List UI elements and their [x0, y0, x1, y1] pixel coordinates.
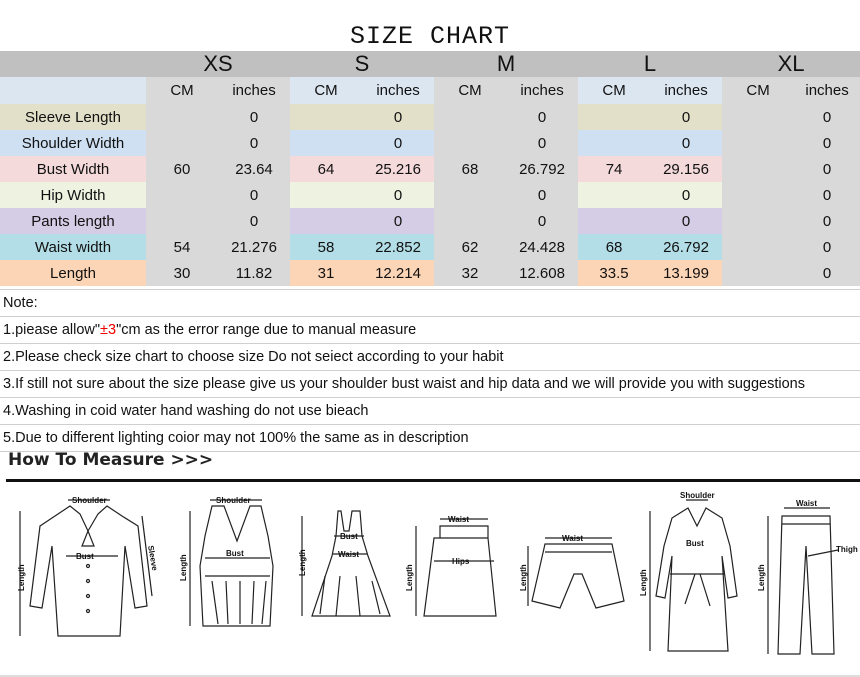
cell-inches: 0: [362, 182, 434, 208]
label-thigh: Thigh: [836, 545, 858, 554]
row-label: Bust Width: [0, 156, 146, 182]
table-row: [0, 182, 860, 208]
cell-cm: 62: [434, 234, 506, 260]
row-label: Length: [0, 260, 146, 286]
label-length-7: Length: [757, 564, 766, 591]
table-row: [0, 234, 860, 260]
label-bust-2: Bust: [226, 549, 244, 558]
cell-cm: 54: [146, 234, 218, 260]
cell-cm: [722, 234, 794, 260]
cell-cm: [434, 208, 506, 234]
cell-inches: 29.156: [650, 156, 722, 182]
cell-inches: 0: [362, 208, 434, 234]
cell-inches: 0: [650, 208, 722, 234]
label-waist-3: Waist: [338, 550, 360, 559]
table-row: [0, 156, 860, 182]
label-shoulder-1: Shoulder: [72, 496, 107, 505]
unit-cm: CM: [290, 77, 362, 104]
cell-cm: [434, 130, 506, 156]
note-4: 4.Washing in coid water hand washing do not use bieach: [0, 398, 860, 425]
cell-cm: 64: [290, 156, 362, 182]
unit-inches: inches: [506, 77, 578, 104]
cell-inches: 0: [218, 130, 290, 156]
note-1-text: 1.pieasе allow": [3, 322, 101, 338]
cell-inches: 0: [650, 182, 722, 208]
header-corner: [0, 51, 146, 77]
table-row: [0, 104, 860, 130]
label-bust-3: Bust: [340, 532, 358, 541]
cell-inches: 0: [650, 104, 722, 130]
cell-cm: [722, 260, 794, 286]
unit-inches: inches: [650, 77, 722, 104]
unit-cm: CM: [146, 77, 218, 104]
table-row: [0, 208, 860, 234]
cell-inches: 0: [794, 234, 860, 260]
cell-inches: 11.82: [218, 260, 290, 286]
size-header-xs: XS: [146, 51, 290, 77]
size-header-l: L: [578, 51, 722, 77]
cell-inches: 0: [218, 182, 290, 208]
cell-inches: 0: [794, 104, 860, 130]
label-bust-1: Bust: [76, 552, 94, 561]
size-chart-table: [0, 51, 860, 286]
cell-cm: [722, 182, 794, 208]
label-shoulder-2: Shoulder: [216, 496, 251, 505]
cell-inches: 0: [794, 182, 860, 208]
page-title: SIZE CHART: [349, 22, 511, 51]
unit-cm: CM: [578, 77, 650, 104]
row-label: Pants length: [0, 208, 146, 234]
cell-inches: 12.214: [362, 260, 434, 286]
cell-cm: 68: [578, 234, 650, 260]
note-1-text-end: "cm as the error range due to manual measure: [116, 322, 417, 338]
cell-inches: 0: [506, 182, 578, 208]
cell-cm: [146, 208, 218, 234]
label-length-2: Length: [179, 554, 188, 581]
label-length-6: Length: [639, 569, 648, 596]
trench-coat-illustration: [639, 491, 737, 651]
label-length-5: Length: [519, 564, 528, 591]
label-length-4: Length: [405, 564, 414, 591]
label-hips-4: Hips: [452, 557, 470, 566]
label-length-1: Length: [17, 564, 26, 591]
unit-cm: CM: [722, 77, 794, 104]
cell-cm: 31: [290, 260, 362, 286]
table-row: [0, 130, 860, 156]
cell-cm: 74: [578, 156, 650, 182]
unit-inches: inches: [362, 77, 434, 104]
cell-inches: 26.792: [650, 234, 722, 260]
label-sleeve: Sleeve: [146, 544, 160, 572]
row-label: Waist width: [0, 234, 146, 260]
label-waist-5: Waist: [562, 534, 584, 543]
label-length-3: Length: [298, 549, 307, 576]
cell-cm: [434, 182, 506, 208]
unit-corner: [0, 77, 146, 104]
blouse-illustration: [17, 496, 159, 636]
how-to-measure-heading: How To Measure >>>: [8, 450, 214, 470]
cell-inches: 0: [794, 156, 860, 182]
cell-inches: 0: [362, 104, 434, 130]
cell-cm: [722, 104, 794, 130]
cell-cm: [722, 208, 794, 234]
note-3: 3.If still not sure about the size please give us your shoulder bust waist and hip data and we will provide you with suggestions: [0, 371, 860, 398]
cell-inches: 0: [506, 208, 578, 234]
size-header-xl: XL: [722, 51, 860, 77]
cell-cm: [434, 104, 506, 130]
cell-cm: 33.5: [578, 260, 650, 286]
size-header-m: M: [434, 51, 578, 77]
label-bust-6: Bust: [686, 539, 704, 548]
cell-inches: 12.608: [506, 260, 578, 286]
cell-cm: 68: [434, 156, 506, 182]
cell-cm: [290, 182, 362, 208]
measurement-illustrations: [0, 486, 860, 677]
row-label: Sleeve Length: [0, 104, 146, 130]
cell-inches: 0: [506, 130, 578, 156]
cell-inches: 24.428: [506, 234, 578, 260]
heading-divider: [6, 479, 860, 482]
cell-inches: 0: [650, 130, 722, 156]
cell-inches: 25.216: [362, 156, 434, 182]
cell-cm: [290, 130, 362, 156]
cell-inches: 21.276: [218, 234, 290, 260]
tolerance-value: ±3: [100, 322, 117, 338]
unit-inches: inches: [218, 77, 290, 104]
cell-cm: 30: [146, 260, 218, 286]
size-header-row: [0, 51, 860, 77]
cell-inches: 0: [506, 104, 578, 130]
cell-cm: [578, 130, 650, 156]
note-heading: Note:: [0, 289, 860, 317]
cell-inches: 22.852: [362, 234, 434, 260]
note-5: 5.Due to different lighting coior may not 100% the same as in description: [0, 425, 860, 452]
label-shoulder-6: Shoulder: [680, 491, 715, 500]
skirt-illustration: [405, 515, 496, 616]
cell-cm: [722, 156, 794, 182]
cell-cm: [578, 104, 650, 130]
cell-cm: 58: [290, 234, 362, 260]
cell-cm: [578, 208, 650, 234]
row-label: Shoulder Width: [0, 130, 146, 156]
cell-inches: 23.64: [218, 156, 290, 182]
row-label: Hip Width: [0, 182, 146, 208]
label-waist-7: Waist: [796, 499, 818, 508]
cell-inches: 0: [362, 130, 434, 156]
note-2: 2.Please check size chart to choose size Do not seiect according to your habit: [0, 344, 860, 371]
cell-cm: [146, 130, 218, 156]
cell-cm: [146, 104, 218, 130]
shorts-illustration: [519, 534, 624, 608]
note-1: [0, 317, 860, 344]
dress-illustration: [298, 511, 390, 616]
cell-inches: 0: [794, 130, 860, 156]
tank-top-illustration: [179, 496, 273, 626]
pants-illustration: [757, 499, 858, 654]
cell-inches: 0: [218, 208, 290, 234]
cell-cm: 60: [146, 156, 218, 182]
cell-cm: [578, 182, 650, 208]
cell-cm: [146, 182, 218, 208]
label-waist-4: Waist: [448, 515, 470, 524]
size-header-s: S: [290, 51, 434, 77]
unit-inches: inches: [794, 77, 860, 104]
cell-cm: 32: [434, 260, 506, 286]
unit-row: [0, 77, 860, 104]
cell-cm: [290, 208, 362, 234]
cell-cm: [722, 130, 794, 156]
cell-cm: [290, 104, 362, 130]
cell-inches: 0: [794, 260, 860, 286]
table-row: [0, 260, 860, 286]
unit-cm: CM: [434, 77, 506, 104]
cell-inches: 0: [794, 208, 860, 234]
notes-section: [0, 289, 860, 452]
cell-inches: 13.199: [650, 260, 722, 286]
cell-inches: 0: [218, 104, 290, 130]
cell-inches: 26.792: [506, 156, 578, 182]
